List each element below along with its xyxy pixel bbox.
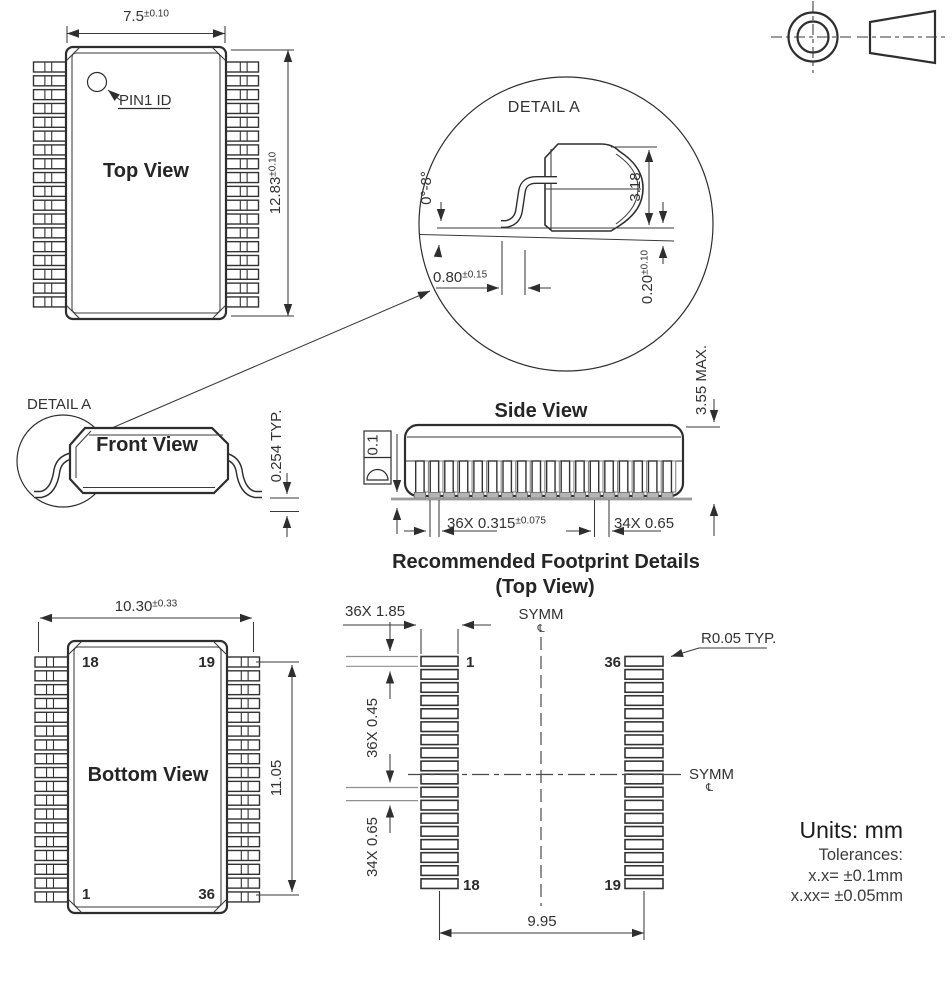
pin — [226, 186, 259, 196]
pad — [421, 657, 458, 667]
pin — [226, 228, 259, 238]
dim-pad-row-span — [440, 891, 645, 940]
dim-pad-length — [343, 603, 491, 654]
pad — [421, 853, 458, 863]
pin — [226, 159, 259, 169]
pin-foot — [545, 493, 556, 499]
pin-foot — [618, 493, 629, 499]
pad — [421, 866, 458, 876]
footprint-pad-18: 18 — [463, 877, 480, 894]
pin — [605, 461, 613, 496]
pin — [474, 461, 482, 496]
pad — [625, 813, 663, 823]
tolerance-one-decimal: x.x= ±0.1mm — [808, 867, 903, 885]
pin — [226, 62, 259, 72]
pin-foot — [458, 493, 469, 499]
pin — [226, 117, 259, 127]
pad — [421, 670, 458, 680]
pin — [445, 461, 453, 496]
pad — [421, 813, 458, 823]
pin-foot — [662, 493, 673, 499]
pad — [625, 735, 663, 745]
pad — [625, 840, 663, 850]
bottom-view-pin-1: 1 — [82, 886, 91, 903]
pin-foot — [647, 493, 658, 499]
pin-foot — [603, 493, 614, 499]
pin — [35, 850, 68, 860]
pad — [625, 748, 663, 758]
pad — [421, 800, 458, 810]
pin — [226, 242, 259, 252]
pad — [421, 879, 458, 889]
pin — [226, 90, 259, 100]
pin — [34, 131, 67, 141]
pin — [227, 740, 260, 750]
dim-body-height-value: 12.83 — [267, 176, 284, 215]
bottom-view-pin-18: 18 — [82, 654, 99, 671]
dim-pad-width — [346, 622, 418, 758]
pin — [35, 698, 68, 708]
dim-lead-thickness — [268, 410, 299, 537]
units-note — [791, 817, 903, 905]
pin — [35, 726, 68, 736]
pad — [625, 722, 663, 732]
dim-standoff-tol: ±0.10 — [639, 249, 651, 275]
dim-lead-pitch — [566, 500, 674, 537]
pin-foot — [589, 493, 600, 499]
pin — [34, 62, 67, 72]
pin — [34, 200, 67, 210]
pin — [227, 850, 260, 860]
dim-detail-body-thickness-value: 3.18 — [627, 172, 644, 202]
pin — [227, 781, 260, 791]
pad — [421, 840, 458, 850]
dim-lead-pitch-value: 34X 0.65 — [614, 515, 675, 532]
pin — [227, 726, 260, 736]
pin — [34, 145, 67, 155]
pin — [663, 461, 671, 496]
pin — [227, 685, 260, 695]
pin — [518, 461, 526, 496]
pin — [34, 283, 67, 293]
pin — [459, 461, 467, 496]
units-label: Units: mm — [799, 817, 903, 843]
pin — [227, 754, 260, 764]
pin — [227, 795, 260, 805]
dim-pad-corner-radius — [671, 630, 776, 657]
side-view — [364, 345, 720, 537]
pin — [227, 712, 260, 722]
pin — [35, 781, 68, 791]
top-view-title: Top View — [103, 160, 189, 182]
pin — [35, 837, 68, 847]
pin-foot — [414, 493, 425, 499]
dim-lead-thickness-value: 0.254 TYP. — [268, 409, 285, 483]
pin — [35, 685, 68, 695]
pin — [226, 214, 259, 224]
pad — [625, 774, 663, 784]
pin — [227, 809, 260, 819]
pin-foot — [531, 493, 542, 499]
pin — [430, 461, 438, 496]
dim-pad-pitch — [346, 754, 418, 877]
pin — [35, 864, 68, 874]
bottom-view-pin-36: 36 — [198, 886, 215, 903]
dim-body-width — [67, 8, 225, 43]
dim-max-height — [686, 345, 720, 536]
pin — [226, 297, 259, 307]
centerline-symbol-icon: ℄ — [706, 781, 714, 794]
footprint-title-line2: (Top View) — [495, 576, 595, 598]
pin — [227, 892, 260, 902]
pin — [35, 809, 68, 819]
dim-standoff-value: 0.20 — [639, 274, 656, 305]
pin — [35, 878, 68, 888]
pin — [35, 768, 68, 778]
dim-lead-width — [404, 500, 546, 537]
flatness-tolerance-value: 0.1 — [364, 434, 382, 456]
pin1-indicator — [88, 73, 107, 92]
pad — [421, 683, 458, 693]
pad — [625, 657, 663, 667]
dim-body-width-value: 7.5 — [123, 8, 144, 25]
front-view — [17, 396, 299, 537]
pin — [34, 76, 67, 86]
pin-foot — [443, 493, 454, 499]
pin — [226, 76, 259, 86]
pin-foot — [429, 493, 440, 499]
pin — [227, 768, 260, 778]
pin — [34, 159, 67, 169]
dim-pad-pitch-value: 34X 0.65 — [364, 816, 381, 878]
pin — [227, 878, 260, 888]
pin — [35, 823, 68, 833]
pad — [421, 696, 458, 706]
pad — [625, 787, 663, 797]
pin — [226, 269, 259, 279]
pin — [35, 892, 68, 902]
pin — [416, 461, 424, 496]
pin — [34, 117, 67, 127]
pin-foot — [560, 493, 571, 499]
footprint-pad-1: 1 — [466, 654, 475, 671]
pin — [34, 186, 67, 196]
dim-lead-angle-value: 0°-8° — [418, 171, 435, 205]
pin-foot — [574, 493, 585, 499]
dim-pad-row-span-value: 9.95 — [527, 913, 557, 930]
pin — [34, 255, 67, 265]
pad — [421, 774, 458, 784]
pin — [227, 823, 260, 833]
pin — [227, 864, 260, 874]
flatness-control-frame — [364, 431, 391, 484]
bottom-view-pin-19: 19 — [198, 654, 215, 671]
top-view-pins-left — [34, 62, 67, 307]
pin — [634, 461, 642, 496]
pin — [35, 712, 68, 722]
detail-a-title: DETAIL A — [507, 99, 581, 116]
bottom-view-pins-right — [227, 657, 260, 902]
pin — [227, 657, 260, 667]
pin — [619, 461, 627, 496]
footprint-title-line1: Recommended Footprint Details — [392, 551, 700, 573]
footprint-pads-right — [625, 657, 663, 889]
dim-pin-row-length-value: 11.05 — [268, 759, 285, 797]
symm-label-top: SYMM — [518, 606, 564, 623]
pad — [625, 853, 663, 863]
pin — [226, 200, 259, 210]
pin — [226, 145, 259, 155]
pad — [625, 800, 663, 810]
bottom-view — [35, 598, 299, 913]
footprint-view — [343, 551, 776, 940]
dim-lead-width-tol: ±0.075 — [515, 515, 546, 527]
pad — [421, 722, 458, 732]
pin — [227, 837, 260, 847]
pad — [625, 879, 663, 889]
pad — [421, 735, 458, 745]
pin — [590, 461, 598, 496]
pin — [34, 214, 67, 224]
pin — [576, 461, 584, 496]
svg-text:12.83±0.10 — [267, 151, 284, 214]
pin — [547, 461, 555, 496]
tolerance-two-decimal: x.xx= ±0.05mm — [790, 887, 903, 905]
pin — [34, 242, 67, 252]
pad — [625, 709, 663, 719]
pad — [625, 761, 663, 771]
svg-text:7.5±0.10 — [123, 8, 169, 25]
pin — [226, 173, 259, 183]
dim-lead-span-tol: ±0.33 — [152, 598, 178, 610]
pin1-label: PIN1 ID — [119, 92, 172, 109]
pin — [227, 671, 260, 681]
front-view-title: Front View — [96, 434, 198, 456]
pad — [421, 827, 458, 837]
pin — [35, 740, 68, 750]
pad — [625, 683, 663, 693]
pin — [226, 131, 259, 141]
pad — [421, 748, 458, 758]
dim-body-width-tol: ±0.10 — [143, 8, 169, 20]
pad — [421, 709, 458, 719]
footprint-pad-36: 36 — [604, 654, 621, 671]
dim-foot-length-value: 0.80 — [433, 269, 463, 286]
front-view-detail-callout: DETAIL A — [27, 396, 92, 413]
footprint-pads-left — [421, 657, 458, 889]
pin — [649, 461, 657, 496]
pin — [34, 269, 67, 279]
pin — [35, 657, 68, 667]
pin — [226, 255, 259, 265]
pad — [625, 696, 663, 706]
pin — [226, 103, 259, 113]
pin — [35, 671, 68, 681]
bottom-view-title: Bottom View — [87, 764, 209, 786]
pad — [625, 827, 663, 837]
pin — [35, 754, 68, 764]
pad — [625, 670, 663, 680]
pin — [35, 795, 68, 805]
tolerances-title: Tolerances: — [818, 846, 903, 864]
pin — [34, 90, 67, 100]
symmetry-axis-vertical — [519, 606, 564, 906]
top-view-pins-right — [226, 62, 259, 307]
pin — [34, 228, 67, 238]
svg-text:36X 0.315±0.075 — [447, 515, 546, 532]
dim-pad-corner-radius-value: R0.05 TYP. — [701, 630, 777, 647]
pin — [503, 461, 511, 496]
svg-text:10.30±0.33 — [115, 598, 178, 615]
centerline-symbol-icon: ℄ — [537, 622, 545, 635]
side-view-pins — [414, 461, 676, 498]
pad — [421, 761, 458, 771]
pin — [226, 283, 259, 293]
dim-pin-row-length — [256, 662, 299, 895]
pin — [532, 461, 540, 496]
projection-cone-icon — [870, 11, 935, 63]
dim-pad-length-value: 36X 1.85 — [345, 603, 406, 620]
dim-lead-span-value: 10.30 — [114, 598, 153, 615]
pin — [488, 461, 496, 496]
footprint-pad-19: 19 — [604, 877, 621, 894]
top-view — [34, 8, 295, 319]
pin — [561, 461, 569, 496]
pin — [34, 103, 67, 113]
dim-pad-width-value: 36X 0.45 — [364, 697, 381, 759]
dim-max-height-value: 3.55 MAX. — [693, 344, 710, 416]
dim-foot-length-tol: ±0.15 — [462, 269, 488, 281]
pin-foot — [487, 493, 498, 499]
side-view-title: Side View — [494, 400, 588, 422]
pad — [625, 866, 663, 876]
pin-foot — [502, 493, 513, 499]
pin-foot — [632, 493, 643, 499]
pin — [34, 173, 67, 183]
pad — [421, 787, 458, 797]
third-angle-projection-icon — [771, 1, 948, 73]
pin — [34, 297, 67, 307]
pin-foot — [516, 493, 527, 499]
symm-label-right: SYMM — [689, 766, 734, 783]
dim-body-height-tol: ±0.10 — [267, 151, 279, 177]
pin-foot — [472, 493, 483, 499]
bottom-view-pins-left — [35, 657, 68, 902]
dim-lead-width-value: 36X 0.315 — [447, 515, 516, 532]
pin — [227, 698, 260, 708]
